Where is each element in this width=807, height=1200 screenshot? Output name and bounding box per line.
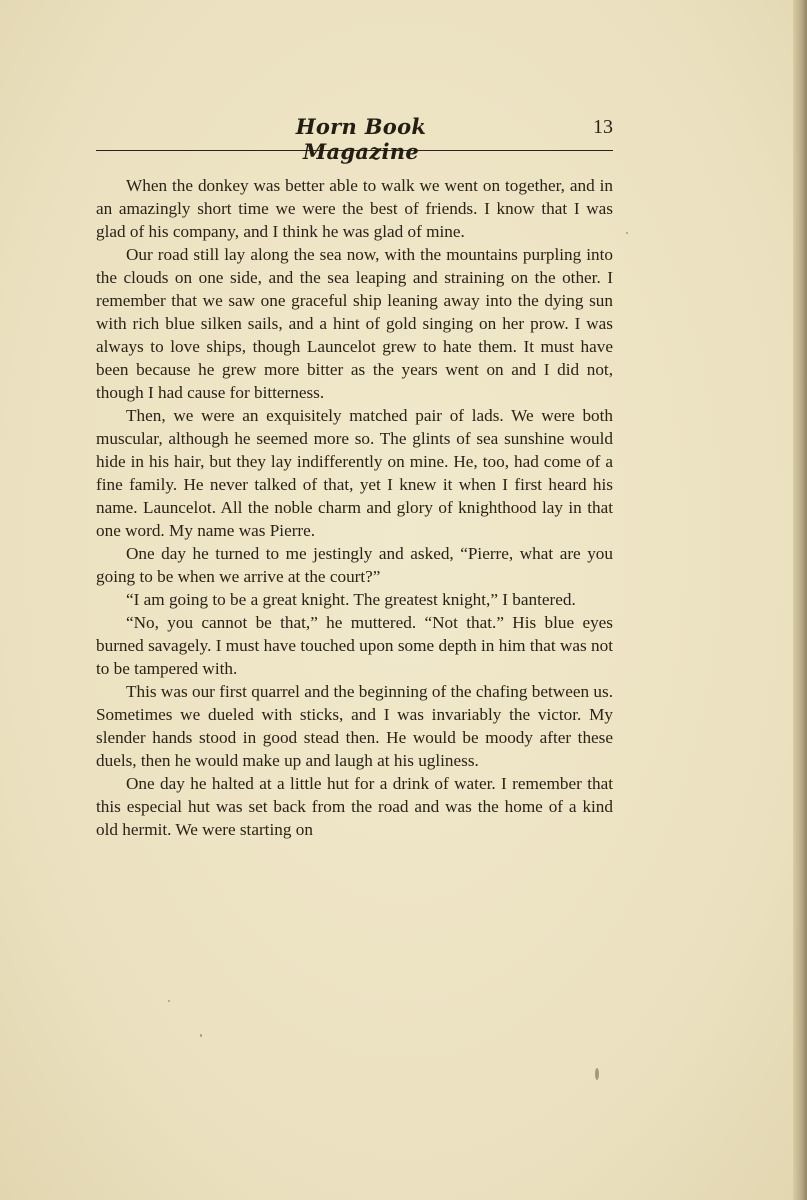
- paragraph: When the donkey was better able to walk we went on together, and in an amazingly short time we were the best of friends. I know that I was glad of his company, and I think he was glad of mine.: [96, 176, 613, 241]
- paragraph: “No, you cannot be that,” he muttered. “Not that.” His blue eyes burned savagely. I must have touched upon some depth in him that was not to be tampered with.: [96, 613, 613, 678]
- paper-speck: [595, 1068, 599, 1080]
- paper-speck: [168, 1000, 170, 1002]
- paragraph: “I am going to be a great knight. The greatest knight,” I bantered.: [126, 590, 576, 609]
- paragraph: This was our first quarrel and the beginning of the chafing between us. Sometimes we dueled with sticks, and I was invariably the victor. My slender hands stood in good stead then. He would be moody after these duels, then he would make up and laugh at his ugliness.: [96, 682, 613, 770]
- paragraph: One day he halted at a little hut for a drink of water. I remember that this especial hut was set back from the road and was the home of a kind old hermit. We were starting on: [96, 774, 613, 839]
- paragraph: One day he turned to me jestingly and asked, “Pierre, what are you going to be when we arrive at the court?”: [96, 544, 613, 586]
- paper-speck: [626, 232, 628, 234]
- running-title: Horn Book Magazine: [295, 114, 427, 164]
- page-number: 13: [593, 116, 613, 138]
- page-header: [96, 112, 613, 164]
- paragraph: Our road still lay along the sea now, with the mountains purpling into the clouds on one side, and the sea leaping and straining on the other. I remember that we saw one graceful ship leaning away into the dying sun with rich blue silken sails, and a hint of gold singing on her prow. I was always to love ships, though Launcelot grew to hate them. It must have been because he grew more bitter as the years went on and I did not, though I had cause for bitterness.: [96, 245, 613, 402]
- page-edge: [793, 0, 807, 1200]
- paragraph: Then, we were an exquisitely matched pair of lads. We were both muscular, although he seemed more so. The glints of sea sunshine would hide in his hair, but they lay indifferently on mine. He, too, had come of a fine family. He never talked of that, yet I knew it when I first heard his name. Launcelot. All the noble charm and glory of knighthood lay in that one word. My name was Pierre.: [96, 406, 613, 540]
- body-text: [96, 174, 613, 841]
- paper-speck: [200, 1034, 202, 1037]
